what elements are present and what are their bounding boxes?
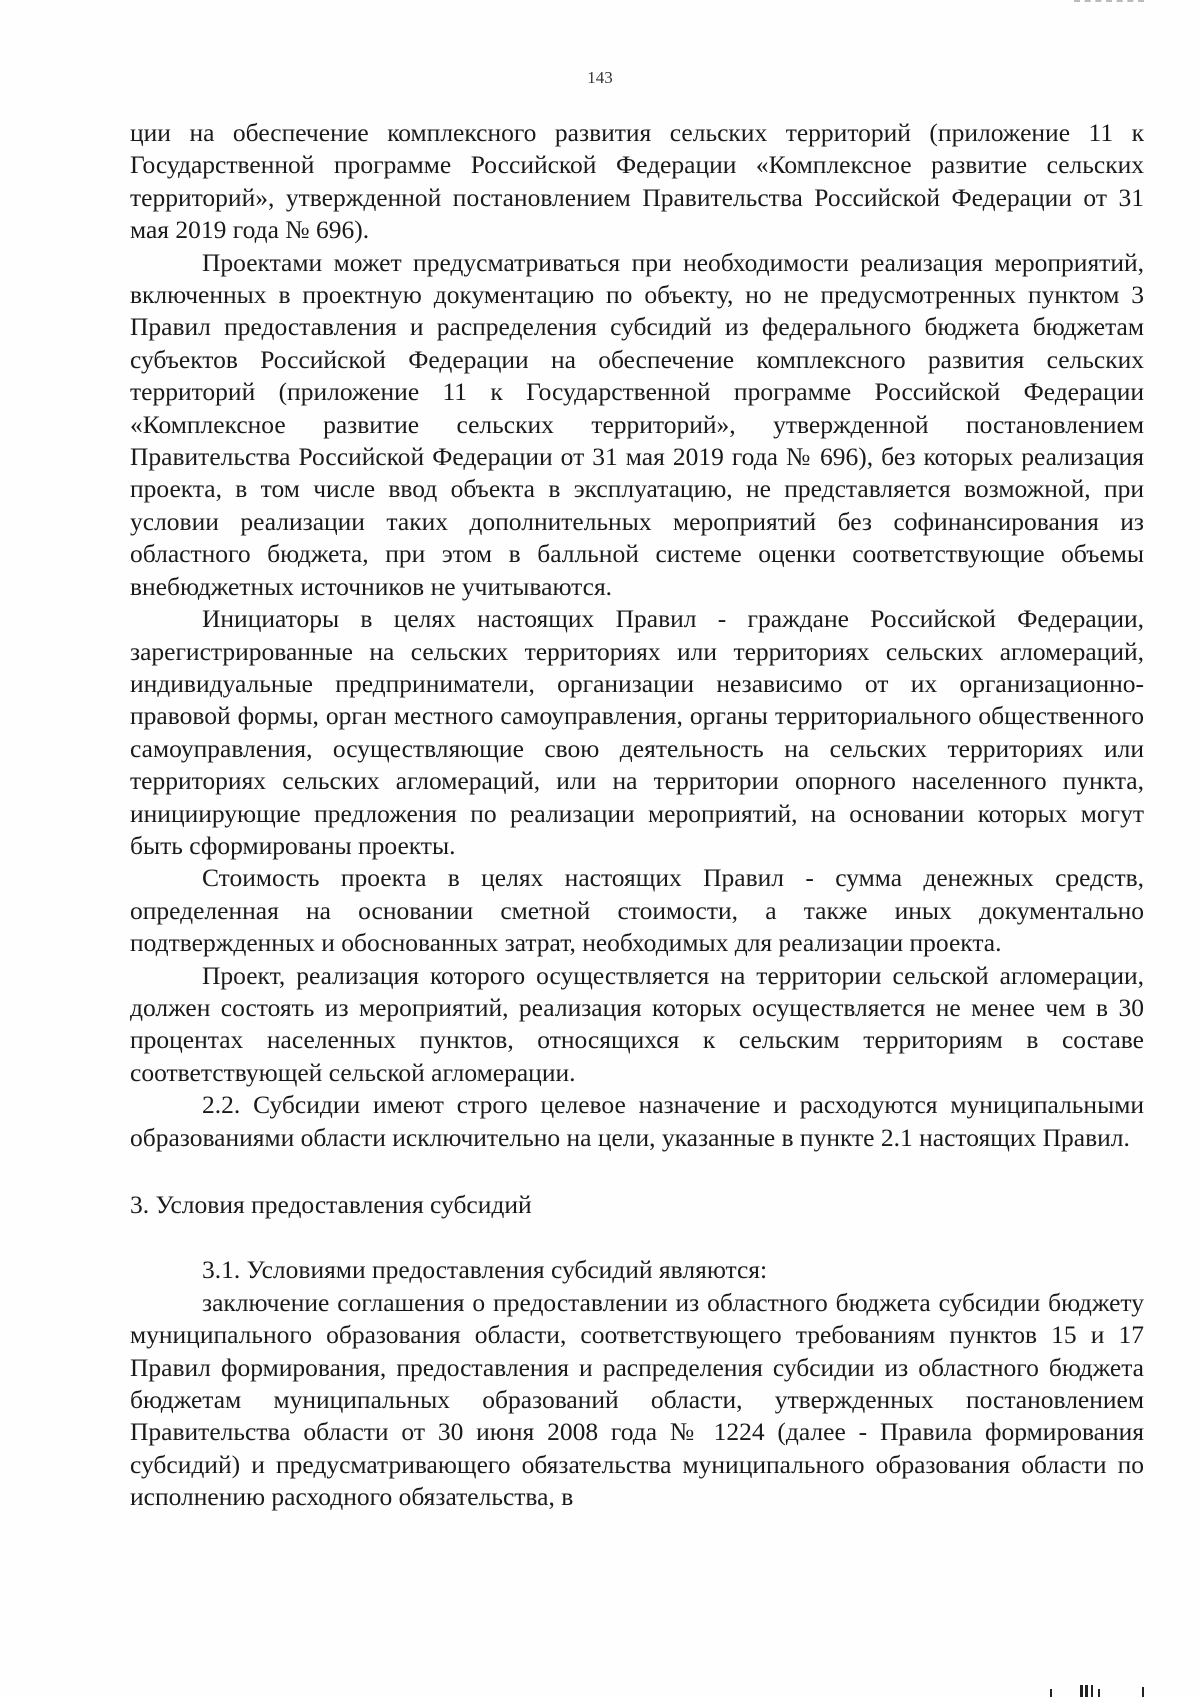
paragraph-initiators: Инициаторы в целях настоящих Правил - граждане Российской Федерации, зарегистрированные на сельских территориях или территориях сельских агломераций, индивидуальные предприниматели, организации независимо от их организационно-правовой формы, орган местного самоуправления, органы территориального общественного самоуправления, осуществляющие свою деятельность на сельских территориях или территориях сельских агломераций, или на территории опорного населенного пункта, инициирующие предложения по реализации мероприятий, на основании которых могут быть сформированы проекты.: [130, 604, 1144, 860]
paragraph-projects: Проектами может предусматриваться при необходимости реализация мероприятий, включенных в проектную документацию по объекту, но не предусмотренных пунктом 3 Правил предоставления и распределения субсидий из федерального бюджета бюджетам субъектов Российской Федерации на обеспечение комплексного развития сельских территорий (приложение 11 к Государственной программе Российской Федерации «Комплексное развитие сельских территорий», утвержденной постановлением Правительства Российской Федерации от 31 мая 2019 года № 696), без которых реализация проекта, в том числе ввод объекта в эксплуатацию, не представляется возможной, при условии реализации таких дополнительных мероприятий без софинансирования из областного бюджета, при этом в балльной системе оценки соответствующие объемы внебюджетных источников не учитываются.: [130, 247, 1144, 601]
section-heading: 3. Условия предоставления субсидий: [130, 1190, 532, 1219]
document-body: [130, 117, 1144, 1514]
scan-artifact-top: [1074, 0, 1144, 5]
paragraph-project-cost: Стоимость проекта в целях настоящих Правил - сумма денежных средств, определенная на основании сметной стоимости, а также иных документально подтвержденных и обоснованных затрат, необходимых для реализации проекта.: [130, 863, 1144, 958]
scan-artifact-bottom: [1050, 1683, 1170, 1697]
paragraph-agglomeration-project: Проект, реализация которого осуществляется на территории сельской агломерации, должен состоять из мероприятий, реализация которых осуществляется не менее чем в 30 процентах населенных пунктов, относящихся к сельским территориям в составе соответствующей сельской агломерации.: [130, 960, 1144, 1087]
page-number: 143: [587, 68, 613, 87]
paragraph-agreement-condition: заключение соглашения о предоставлении из областного бюджета субсидии бюджету муниципального образования области, соответствующего требованиям пунктов 15 и 17 Правил формирования, предоставления и распределения субсидии из областного бюджета бюджетам муниципальных образований области, утвержденных постановлением Правительства области от 30 июня 2008 года № 1224 (далее - Правила формирования субсидий) и предусматривающего обязательства муниципального образования области по исполнению расходного обязательства, в: [130, 1287, 1144, 1512]
paragraph-2-2: 2.2. Субсидии имеют строго целевое назначение и расходуются муниципальными образованиями области исключительно на цели, указанные в пункте 2.1 настоящих Правил.: [130, 1090, 1144, 1152]
paragraph-3-1: 3.1. Условиями предоставления субсидий являются:: [202, 1255, 768, 1285]
paragraph-continuation: ции на обеспечение комплексного развития сельских территорий (приложение 11 к Государственной программе Российской Федерации «Комплексное развитие сельских территорий», утвержденной постановлением Правительства Российской Федерации от 31 мая 2019 года № 696).: [130, 118, 1144, 245]
